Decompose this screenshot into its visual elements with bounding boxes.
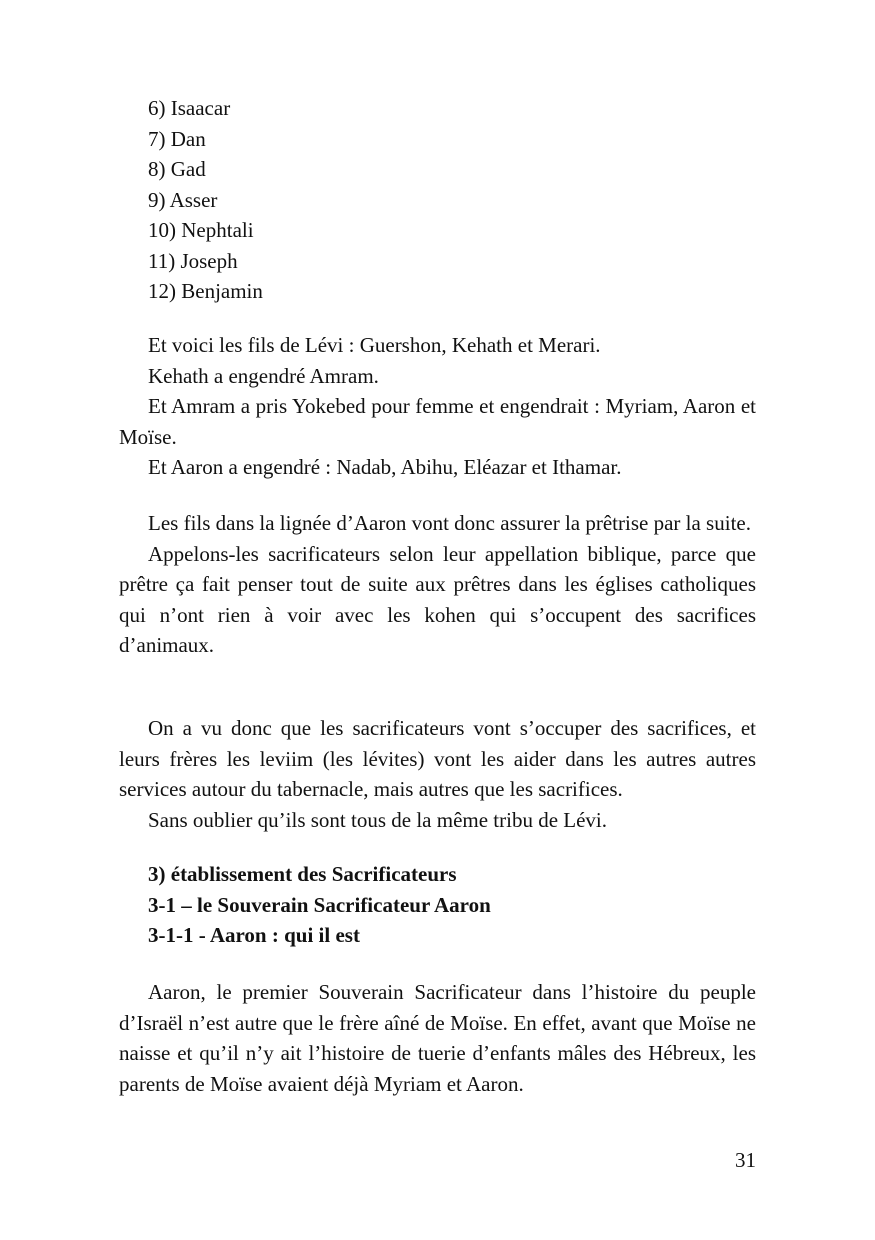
paragraph: Et Amram a pris Yokebed pour femme et engendrait : Myriam, Aaron et Moïse. xyxy=(119,394,756,449)
aaron-section xyxy=(119,977,756,1099)
paragraph: Et Aaron a engendré : Nadab, Abihu, Eléazar et Ithamar. xyxy=(148,455,622,479)
list-item: 6) Isaacar xyxy=(148,96,231,120)
paragraph: Aaron, le premier Souverain Sacrificateur dans l’histoire du peuple d’Israël n’est autre que le frère aîné de Moïse. En effet, avant que Moïse ne naisse et qu’il n’y ait l’histoire de tuerie d’enfants mâles des Hébreux, les parents de Moïse avaient déjà Myriam et Aaron. xyxy=(119,980,756,1096)
paragraph: On a vu donc que les sacrificateurs vont s’occuper des sacrifices, et leurs frères les leviim (les lévites) vont les aider dans les autres autres services autour du tabernacle, mais autres que les sacrifices. xyxy=(119,716,756,801)
list-item: 11) Joseph xyxy=(148,248,238,273)
list-item: 7) Dan xyxy=(148,126,206,151)
section-heading: 3) établissement des Sacrificateurs xyxy=(148,862,457,886)
list-item: 9) Asser xyxy=(148,187,218,212)
paragraph: Les fils dans la lignée d’Aaron vont donc assurer la prêtrise par la suite. xyxy=(148,511,751,535)
levi-genealogy-section xyxy=(119,330,756,483)
section-headings xyxy=(119,859,756,951)
paragraph: Appelons-les sacrificateurs selon leur appellation biblique, parce que prêtre ça fait penser tout de suite aux prêtres dans les églises catholiques qui n’ont rien à voir avec les kohen qui s’occupent des sacrifices d’animaux. xyxy=(119,541,756,657)
levites-section xyxy=(119,713,756,835)
paragraph: Kehath a engendré Amram. xyxy=(148,363,379,388)
subsubsection-heading: 3-1-1 - Aaron : qui il est xyxy=(148,923,360,947)
list-item: 8) Gad xyxy=(148,157,206,181)
list-item: 12) Benjamin xyxy=(148,279,263,303)
list-item: 10) Nephtali xyxy=(148,218,254,242)
tribes-list xyxy=(119,93,756,307)
paragraph: Sans oublier qu’ils sont tous de la même tribu de Lévi. xyxy=(148,807,608,832)
page-number: 31 xyxy=(735,1148,756,1172)
paragraph: Et voici les fils de Lévi : Guershon, Kehath et Merari. xyxy=(148,333,601,357)
subsection-heading: 3-1 – le Souverain Sacrificateur Aaron xyxy=(148,892,491,917)
priesthood-section xyxy=(119,508,756,661)
